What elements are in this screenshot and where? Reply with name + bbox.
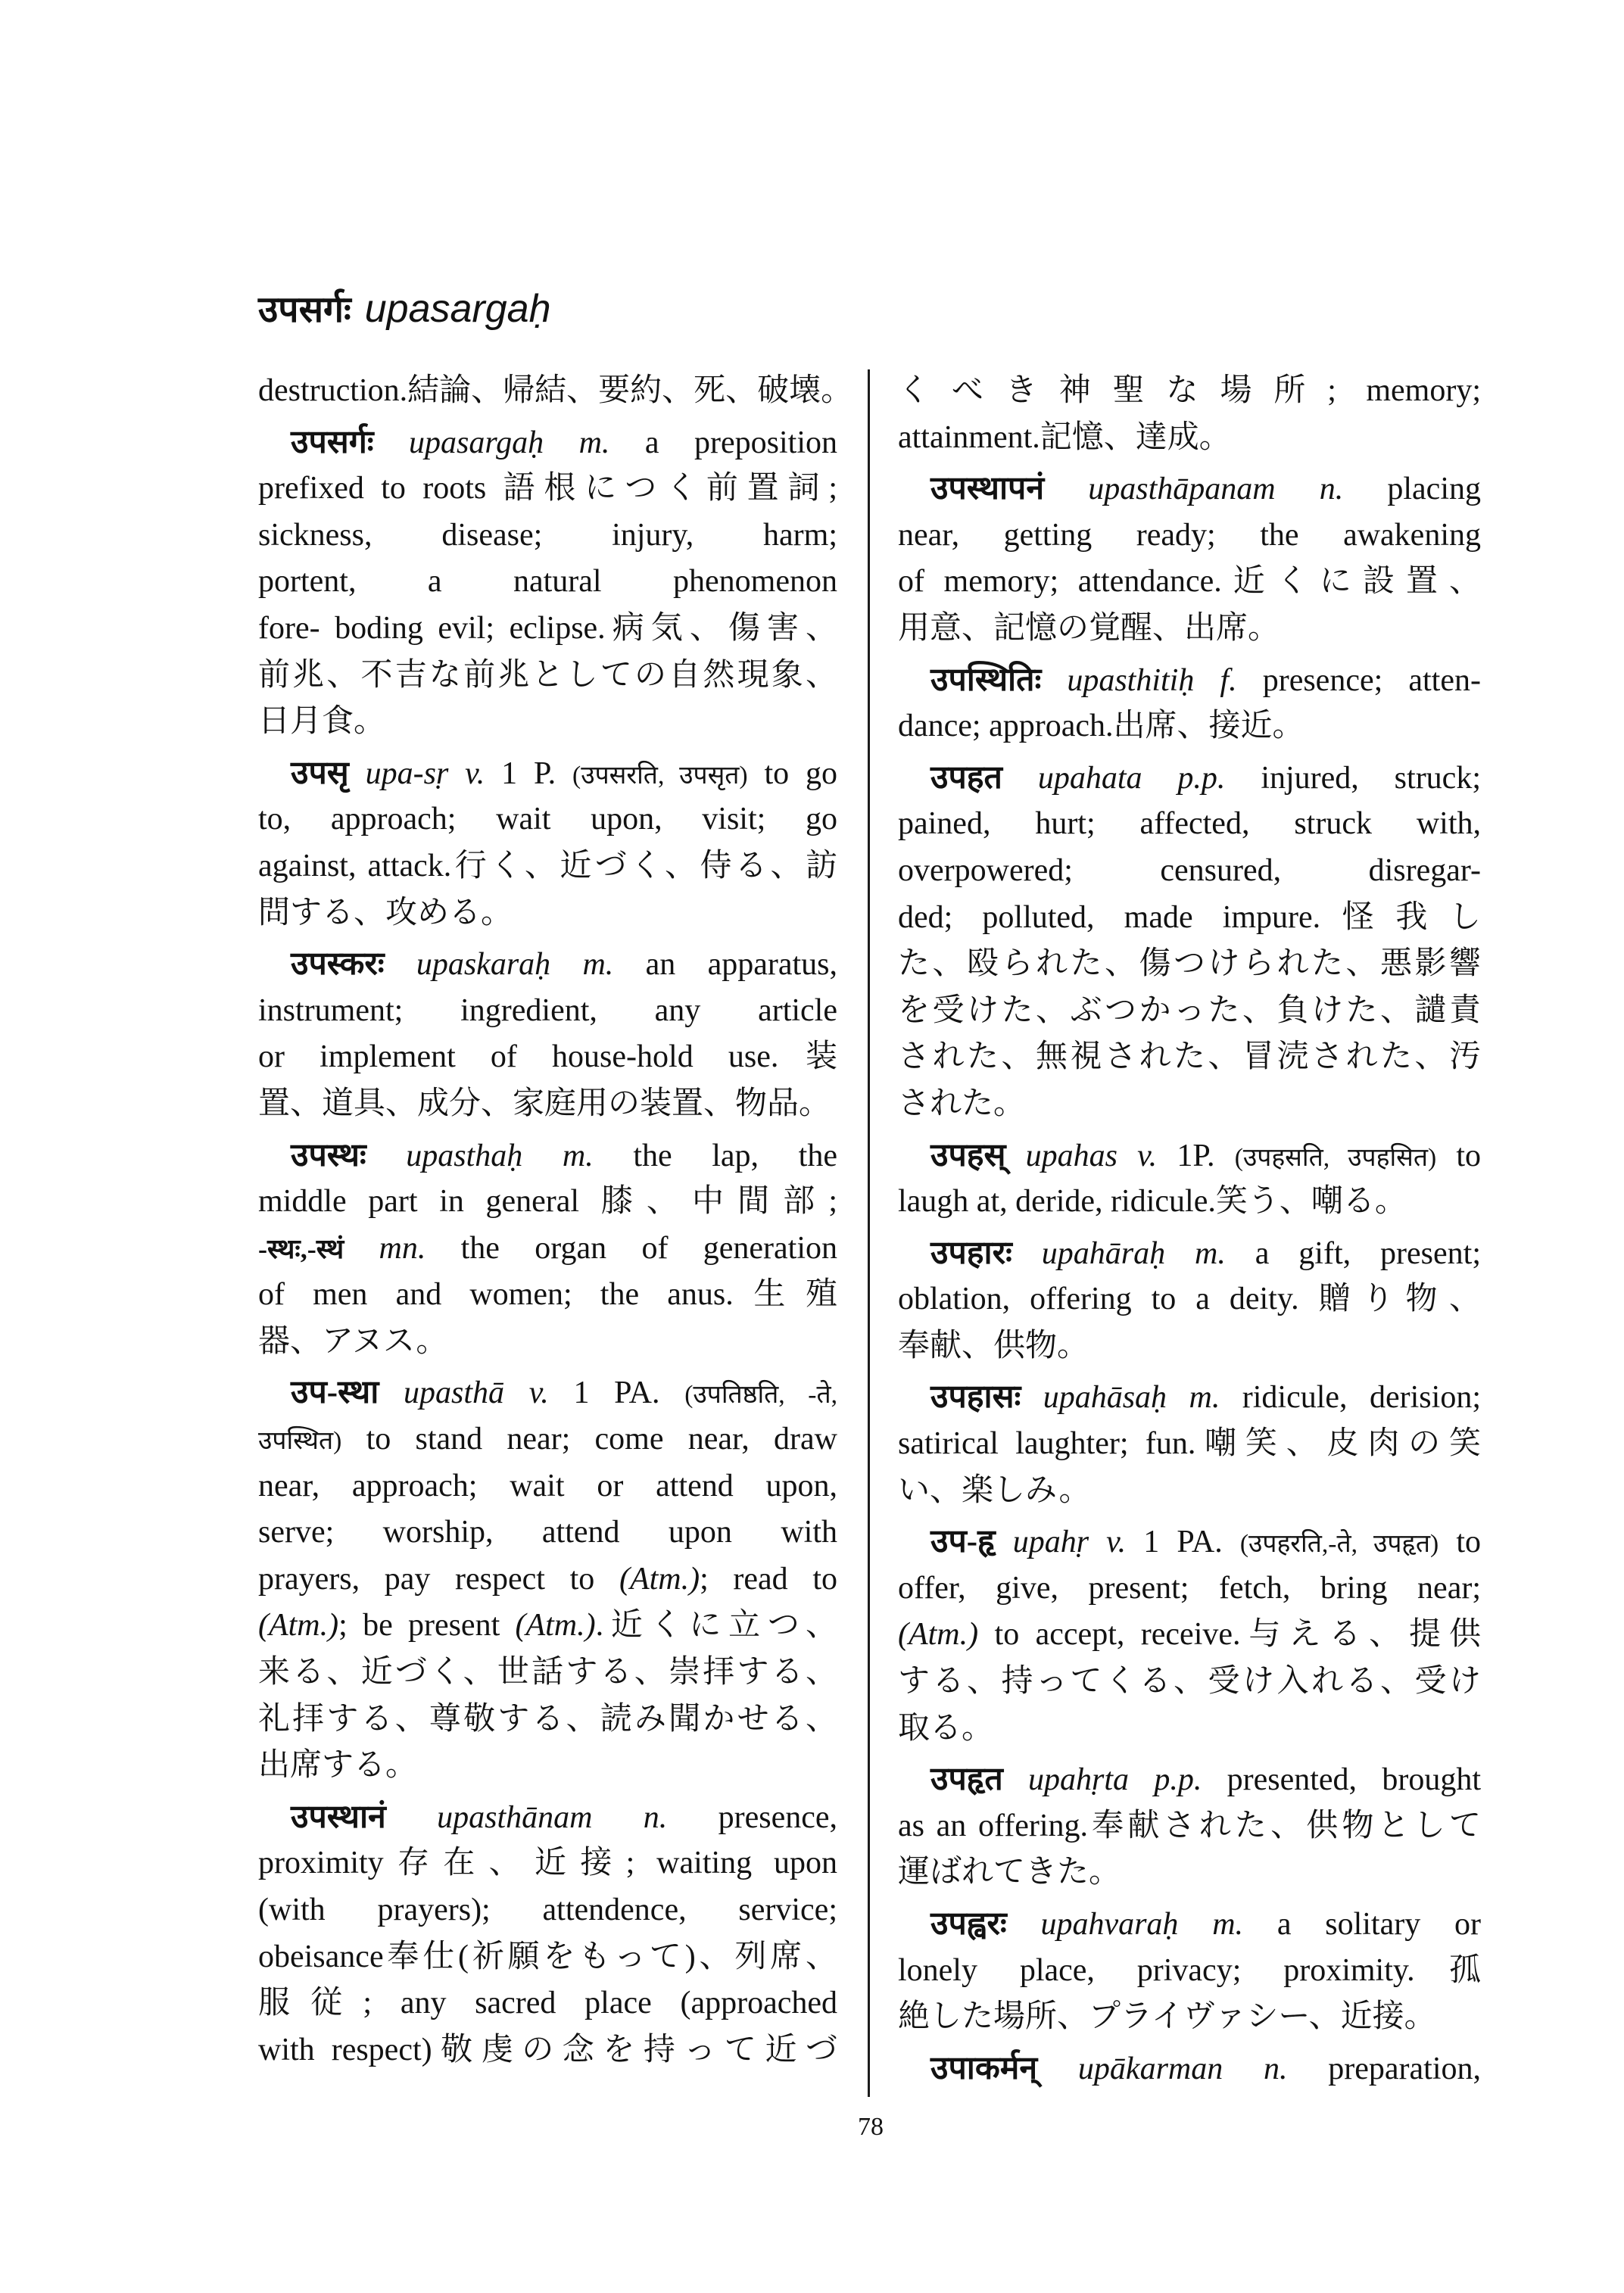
text-line [258, 1226, 837, 1273]
text-line: of men and women; the anus.生殖 [258, 1277, 837, 1313]
text-line: 来る、近づく、世話する、崇拝する、 [258, 1655, 837, 1690]
text-line: portent, a natural phenomenon [258, 564, 837, 600]
definition-text: to go [747, 756, 838, 791]
verb-class: 1 P. [485, 756, 573, 791]
text-line: or implement of house-hold use.装 [258, 1039, 837, 1075]
transliteration: upaskaraḥ m. [384, 947, 614, 983]
definition-text: presence; atten- [1236, 662, 1481, 698]
headword: उपहारः [930, 1235, 1012, 1271]
text-line [258, 1603, 837, 1650]
entry-line [258, 419, 837, 466]
right-column [898, 368, 1481, 2092]
headword: उपसर्गः [291, 424, 374, 460]
grammar-label: (Atm.) [898, 1617, 979, 1653]
transliteration: upasthānam n. [385, 1799, 668, 1835]
left-column [258, 368, 853, 2073]
definition-text: to [1439, 1525, 1481, 1560]
headword: उपाकर्मन् [930, 2050, 1038, 2086]
transliteration: upahṛ v. [995, 1525, 1127, 1560]
grammar-label: mn. [344, 1230, 426, 1266]
text-line: 前兆、不吉な前兆としての自然現象、 [258, 657, 837, 693]
text-line [898, 1612, 1481, 1659]
text-line: くべき神聖な場所; memory; [898, 373, 1481, 408]
entry-line [898, 466, 1481, 512]
text-line: 出席する。 [258, 1748, 418, 1784]
entry-line [898, 1374, 1481, 1421]
devanagari-forms: (उपहरति,-ते, उपहृत) [1239, 1530, 1439, 1559]
text-line: satirical laughter; fun.嘲笑、皮肉の笑 [898, 1426, 1481, 1462]
devanagari-forms: (उपसरति, उपसृत) [572, 761, 748, 790]
transliteration: upahas v. [1005, 1138, 1158, 1173]
text-line: 日月食。 [258, 704, 386, 740]
text-line: attainment.記憶、達成。 [898, 419, 1231, 455]
text-line: 奉献、供物。 [898, 1328, 1089, 1363]
text-line: する、持ってくる、受け入れる、受け [898, 1664, 1481, 1699]
text-line: instrument; ingredient, any article [258, 992, 837, 1028]
definition-text: .近くに立つ、 [595, 1608, 837, 1643]
headword: उपहृत [930, 1762, 1003, 1798]
entry-line [898, 2045, 1481, 2092]
entry-line [258, 1794, 837, 1841]
header-transliteration: upasargaḥ [364, 287, 551, 331]
text-line: dance; approach.出席、接近。 [898, 709, 1304, 744]
definition-text: ; read to [700, 1561, 838, 1597]
text-line: 運ばれてきた。 [898, 1855, 1121, 1890]
headword: उपस्थः [291, 1137, 366, 1173]
entry-line [258, 1132, 837, 1179]
text-line: to, approach; wait upon, visit; go [258, 802, 837, 837]
entry-line [898, 1519, 1481, 1566]
text-line: near, approach; wait or attend upon, [258, 1468, 837, 1503]
text-line: sickness, disease; injury, harm; [258, 517, 837, 553]
headword: उपहस् [930, 1137, 1006, 1173]
entry-line [258, 1369, 837, 1416]
text-line: oblation, offering to a deity. 贈り物、 [898, 1282, 1481, 1317]
entry-line [898, 1230, 1481, 1277]
verb-class: 1P. [1157, 1138, 1235, 1173]
transliteration: upasthaḥ m. [366, 1138, 594, 1173]
text-line: of memory; attendance.近くに設置、 [898, 564, 1481, 600]
text-line: 用意、記憶の覚醒、出席。 [898, 610, 1280, 646]
definition-text: a preposition [609, 425, 838, 460]
definition-text: placing [1343, 472, 1481, 507]
definition-text: a gift, present; [1225, 1235, 1481, 1271]
text-line: 置、道具、成分、家庭用の装置、物品。 [258, 1086, 831, 1121]
transliteration: upākarman n. [1037, 2051, 1288, 2086]
text-line: pained, hurt; affected, struck with, [898, 806, 1481, 842]
definition-text: the lap, the [593, 1138, 837, 1173]
text-line: destruction.結論、帰結、要約、死、破壊。 [258, 373, 853, 408]
headword: उप-हृ [930, 1524, 996, 1560]
text-line: laugh at, deride, ridicule.笑う、嘲る。 [898, 1184, 1407, 1220]
definition-text: to accept, receive.与える、提供 [978, 1617, 1481, 1653]
headword-variant: -स्थः,-स्थं [258, 1233, 344, 1264]
text-line: serve; worship, attend upon with [258, 1515, 837, 1550]
text-line: た、殴られた、傷つけられた、悪影響 [898, 946, 1481, 982]
header-headword: उपसर्गः [258, 290, 351, 330]
text-line: lonely place, privacy; proximity.孤 [898, 1952, 1481, 1988]
grammar-label: (Atm.) [515, 1608, 596, 1643]
transliteration: upahvaraḥ m. [1006, 1907, 1244, 1942]
text-line: prefixed to roots 語根につく前置詞; [258, 471, 837, 506]
entry-line [258, 750, 837, 797]
text-line: い、楽しみ。 [898, 1472, 1091, 1508]
text-line: as an offering.奉献された、供物として [898, 1808, 1481, 1843]
definition-text: prayers, pay respect to [258, 1561, 619, 1597]
definition-text: injured, struck; [1225, 760, 1481, 796]
transliteration: upasargaḥ m. [373, 425, 610, 460]
definition-text: to [1436, 1138, 1481, 1173]
headword: उपहासः [930, 1379, 1021, 1416]
text-line: 問する、攻める。 [258, 895, 513, 930]
definition-text: to stand near; come near, draw [341, 1422, 837, 1457]
headword: उपस्थापनं [930, 471, 1045, 507]
definition-text: presented, brought [1202, 1762, 1481, 1798]
text-line: 礼拝する、尊敬する、読み聞かせる、 [258, 1701, 837, 1737]
transliteration: upasthā v. [379, 1375, 549, 1411]
headword: उपस्थितिः [930, 662, 1042, 698]
definition-text: ; be present [338, 1608, 516, 1643]
headword: उपस्करः [291, 946, 385, 983]
text-line [258, 1416, 837, 1463]
grammar-label: (Atm.) [258, 1608, 339, 1643]
entry-line [898, 657, 1481, 704]
text-line: proximity存在、近接; waiting upon [258, 1846, 837, 1881]
entry-line [898, 1756, 1481, 1803]
devanagari-forms: (उपहसति, उपहसित) [1234, 1143, 1437, 1172]
entry-line [898, 1132, 1481, 1179]
text-line: fore- boding evil; eclipse.病気、傷害、 [258, 610, 837, 646]
definition-text: ridicule, derision; [1220, 1380, 1481, 1416]
definition-text: preparation, [1287, 2051, 1481, 2086]
running-header [258, 279, 551, 339]
text-line: overpowered; censured, disregar- [898, 852, 1481, 888]
text-line: near, getting ready; the awakening [898, 517, 1481, 553]
text-line: された。 [898, 1086, 1026, 1121]
verb-class: 1 PA. [1126, 1525, 1240, 1560]
transliteration: upa-sṛ v. [348, 756, 485, 791]
definition-text: an apparatus, [613, 947, 837, 983]
definition-text: presence, [667, 1799, 837, 1835]
text-line: (with prayers); attendence, service; [258, 1893, 837, 1927]
headword: उपह्वरः [930, 1906, 1007, 1942]
text-line: 絶した場所、プライヴァシー、近接。 [898, 1999, 1436, 2035]
transliteration: upasthāpanam n. [1044, 472, 1344, 507]
page-number: 78 [858, 2113, 884, 2141]
entry-line [258, 941, 837, 988]
column-divider [868, 369, 870, 2097]
entry-line [898, 1901, 1481, 1948]
headword: उपहत [930, 759, 1002, 796]
text-line: 取る。 [898, 1710, 994, 1746]
transliteration: upahṛta p.p. [1002, 1762, 1202, 1798]
verb-class: 1 PA. [548, 1375, 685, 1411]
entry-line [898, 755, 1481, 802]
devanagari-forms: (उपतिष्ठति, -ते, [684, 1381, 837, 1410]
transliteration: upahāraḥ m. [1011, 1235, 1226, 1271]
text-line: obeisance奉仕(祈願をもって)、列席、 [258, 1939, 837, 1974]
transliteration: upahata p.p. [1002, 760, 1226, 796]
transliteration: upasthitiḥ f. [1041, 662, 1237, 698]
definition-text: a solitary or [1243, 1907, 1481, 1942]
text-line: with respect)敬虔の念を持って近づ [258, 2032, 837, 2067]
text-line: された、無視された、冒涜された、汚 [898, 1039, 1481, 1075]
transliteration: upahāsaḥ m. [1021, 1380, 1220, 1416]
headword: उप-स्था [291, 1375, 379, 1411]
text-line: 服従; any sacred place (approached [258, 1986, 837, 2021]
text-line: middle part in general 膝、中間部; [258, 1184, 837, 1220]
devanagari-forms: उपस्थित) [258, 1427, 342, 1456]
text-line: ded; polluted, made impure.怪我し [898, 899, 1481, 935]
text-line [258, 1556, 837, 1603]
headword: उपसृ [291, 755, 349, 791]
grammar-label: (Atm.) [619, 1561, 700, 1597]
text-line: against, attack.行く、近づく、侍る、訪 [258, 848, 837, 883]
text-line: を受けた、ぶつかった、負けた、譴責 [898, 992, 1481, 1028]
text-line: 器、アヌス。 [258, 1323, 448, 1359]
text-line: offer, give, present; fetch, bring near; [898, 1570, 1481, 1606]
headword: उपस्थानं [291, 1799, 386, 1835]
definition-text: the organ of generation [425, 1230, 837, 1266]
